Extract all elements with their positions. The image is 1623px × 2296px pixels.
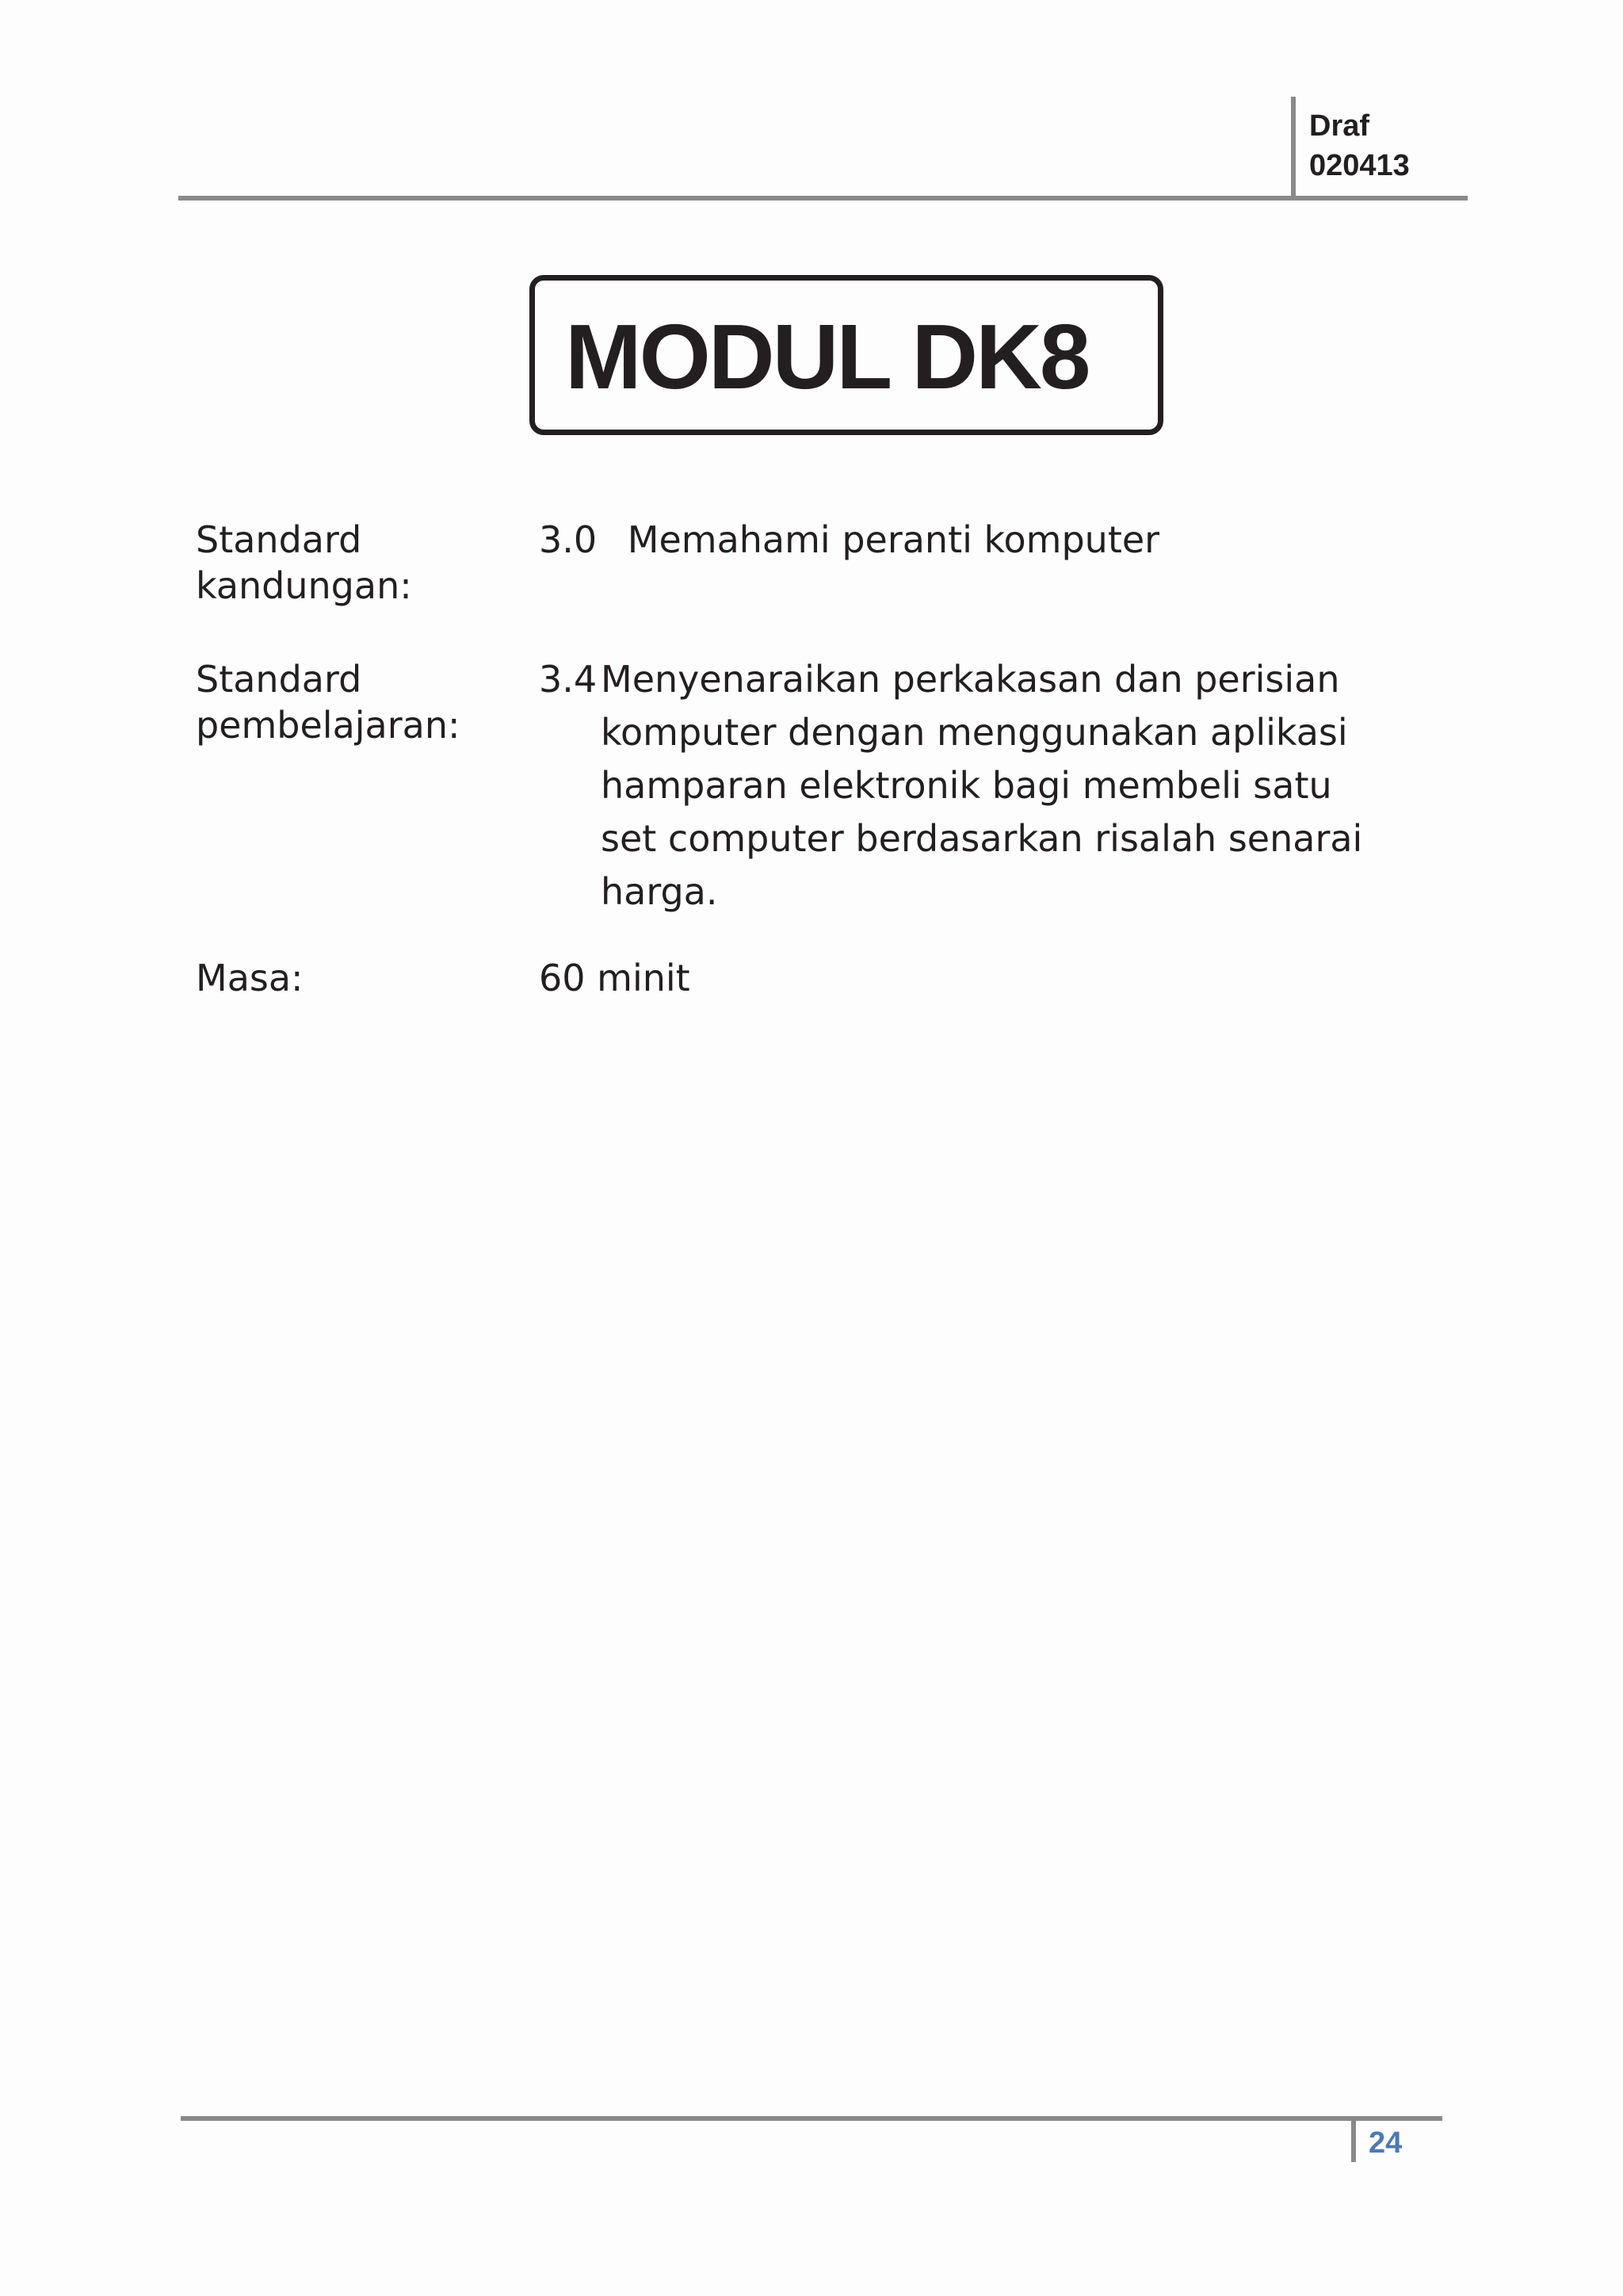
page-number: 24	[1369, 2126, 1403, 2160]
standard-pembelajaran-line: harga.	[601, 870, 718, 913]
header-divider	[1291, 97, 1296, 200]
standard-pembelajaran-label-line2: pembelajaran:	[196, 704, 460, 747]
standard-kandungan-text: Memahami peranti komputer	[627, 518, 1160, 561]
standard-pembelajaran-label-line1: Standard	[196, 658, 362, 701]
draft-label: Draf	[1309, 109, 1370, 143]
standard-pembelajaran-line: Menyenaraikan perkakasan dan perisian	[601, 658, 1340, 701]
standard-pembelajaran-line: hamparan elektronik bagi membeli satu	[601, 764, 1332, 807]
draft-code: 020413	[1309, 149, 1410, 182]
standard-kandungan-label-line2: kandungan:	[196, 564, 412, 607]
standard-pembelajaran-text	[601, 653, 1434, 919]
footer-rule	[181, 2116, 1442, 2121]
standard-kandungan-value	[539, 514, 1159, 566]
standard-pembelajaran-value	[539, 653, 1434, 919]
masa-label: Masa:	[196, 957, 304, 999]
standard-kandungan-label-line1: Standard	[196, 518, 362, 561]
standard-pembelajaran-line: komputer dengan menggunakan aplikasi	[601, 711, 1348, 754]
standard-pembelajaran-number: 3.4	[539, 658, 598, 701]
module-title: MODUL DK8	[565, 305, 1089, 408]
header-rule	[178, 196, 1468, 201]
module-title-box	[529, 275, 1163, 435]
standard-kandungan-number: 3.0	[539, 518, 598, 561]
footer-divider	[1351, 2121, 1356, 2162]
standard-pembelajaran-line: set computer berdasarkan risalah senarai	[601, 817, 1363, 860]
masa-value: 60 minit	[539, 957, 690, 999]
